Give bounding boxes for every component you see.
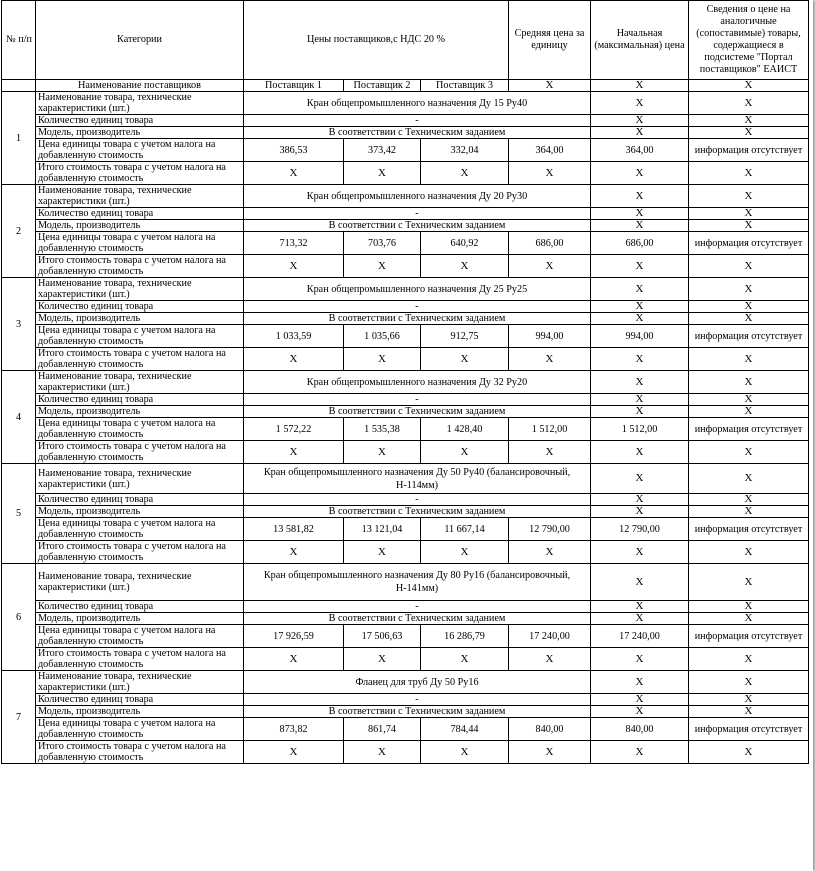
items-body bbox=[2, 92, 809, 764]
label-total: Итого стоимость товара с учетом налога на добавленную стоимость bbox=[36, 541, 244, 564]
name-info-x: X bbox=[689, 278, 809, 301]
model-info-x: X bbox=[689, 220, 809, 232]
model-value: В соответствии с Техническим заданием bbox=[244, 613, 591, 625]
price-supplier-2: 1 035,66 bbox=[344, 325, 421, 348]
header-info: Сведения о цене на аналогичные (сопоставимые) товары, содержащиеся в подсистеме "Портал поставщиков" ЕАИСТ bbox=[689, 1, 809, 80]
price-info: информация отсутствует bbox=[689, 518, 809, 541]
label-qty: Количество единиц товара bbox=[36, 115, 244, 127]
total-supplier-3-x: X bbox=[421, 162, 509, 185]
item-name-row bbox=[2, 278, 809, 301]
qty-initial-x: X bbox=[591, 301, 689, 313]
label-model: Модель, производитель bbox=[36, 220, 244, 232]
header-initial: Начальная (максимальная) цена bbox=[591, 1, 689, 80]
item-qty-row bbox=[2, 115, 809, 127]
qty-info-x: X bbox=[689, 494, 809, 506]
price-supplier-1: 1 572,22 bbox=[244, 418, 344, 441]
price-supplier-1: 713,32 bbox=[244, 232, 344, 255]
item-price-row bbox=[2, 139, 809, 162]
label-price: Цена единицы товара с учетом налога на добавленную стоимость bbox=[36, 518, 244, 541]
label-model: Модель, производитель bbox=[36, 506, 244, 518]
price-supplier-2: 861,74 bbox=[344, 718, 421, 741]
item-qty-row bbox=[2, 394, 809, 406]
name-info-x: X bbox=[689, 371, 809, 394]
total-average-x: X bbox=[509, 441, 591, 464]
price-supplier-3: 332,04 bbox=[421, 139, 509, 162]
price-supplier-3: 640,92 bbox=[421, 232, 509, 255]
name-info-x: X bbox=[689, 92, 809, 115]
item-name-row bbox=[2, 92, 809, 115]
model-value: В соответствии с Техническим заданием bbox=[244, 313, 591, 325]
label-name: Наименование товара, технические характеристики (шт.) bbox=[36, 371, 244, 394]
model-initial-x: X bbox=[591, 220, 689, 232]
price-initial: 1 512,00 bbox=[591, 418, 689, 441]
item-total-row bbox=[2, 348, 809, 371]
label-qty: Количество единиц товара bbox=[36, 301, 244, 313]
header-category: Категории bbox=[36, 1, 244, 80]
item-number: 5 bbox=[2, 464, 36, 564]
item-name-row bbox=[2, 185, 809, 208]
label-total: Итого стоимость товара с учетом налога на добавленную стоимость bbox=[36, 648, 244, 671]
model-value: В соответствии с Техническим заданием bbox=[244, 506, 591, 518]
qty-initial-x: X bbox=[591, 115, 689, 127]
supplier-1: Поставщик 1 bbox=[244, 80, 344, 92]
qty-value: - bbox=[244, 115, 591, 127]
item-number: 6 bbox=[2, 564, 36, 671]
price-info: информация отсутствует bbox=[689, 232, 809, 255]
qty-value: - bbox=[244, 208, 591, 220]
label-qty: Количество единиц товара bbox=[36, 394, 244, 406]
price-supplier-1: 1 033,59 bbox=[244, 325, 344, 348]
name-initial-x: X bbox=[591, 671, 689, 694]
item-price-row bbox=[2, 418, 809, 441]
total-average-x: X bbox=[509, 255, 591, 278]
total-supplier-3-x: X bbox=[421, 648, 509, 671]
name-info-x: X bbox=[689, 564, 809, 601]
label-model: Модель, производитель bbox=[36, 406, 244, 418]
price-supplier-1: 873,82 bbox=[244, 718, 344, 741]
name-initial-x: X bbox=[591, 92, 689, 115]
price-average: 994,00 bbox=[509, 325, 591, 348]
model-initial-x: X bbox=[591, 706, 689, 718]
qty-value: - bbox=[244, 694, 591, 706]
total-supplier-1-x: X bbox=[244, 162, 344, 185]
name-info-x: X bbox=[689, 464, 809, 494]
total-initial-x: X bbox=[591, 348, 689, 371]
price-supplier-2: 703,76 bbox=[344, 232, 421, 255]
total-average-x: X bbox=[509, 648, 591, 671]
total-supplier-1-x: X bbox=[244, 741, 344, 764]
total-supplier-3-x: X bbox=[421, 255, 509, 278]
item-name-row bbox=[2, 371, 809, 394]
total-supplier-2-x: X bbox=[344, 741, 421, 764]
total-supplier-2-x: X bbox=[344, 162, 421, 185]
qty-value: - bbox=[244, 494, 591, 506]
label-total: Итого стоимость товара с учетом налога на добавленную стоимость bbox=[36, 255, 244, 278]
label-total: Итого стоимость товара с учетом налога на добавленную стоимость bbox=[36, 441, 244, 464]
price-info: информация отсутствует bbox=[689, 418, 809, 441]
total-supplier-1-x: X bbox=[244, 648, 344, 671]
name-info-x: X bbox=[689, 671, 809, 694]
label-name: Наименование товара, технические характеристики (шт.) bbox=[36, 464, 244, 494]
price-supplier-2: 13 121,04 bbox=[344, 518, 421, 541]
supplier-2: Поставщик 2 bbox=[344, 80, 421, 92]
total-info-x: X bbox=[689, 162, 809, 185]
price-supplier-3: 1 428,40 bbox=[421, 418, 509, 441]
supplier-info-x: X bbox=[689, 80, 809, 92]
price-supplier-3: 784,44 bbox=[421, 718, 509, 741]
price-supplier-2: 373,42 bbox=[344, 139, 421, 162]
qty-initial-x: X bbox=[591, 694, 689, 706]
item-qty-row bbox=[2, 694, 809, 706]
total-info-x: X bbox=[689, 648, 809, 671]
item-name: Кран общепромышленного назначения Ду 32 Ру20 bbox=[244, 371, 591, 394]
total-average-x: X bbox=[509, 741, 591, 764]
item-model-row bbox=[2, 220, 809, 232]
label-name: Наименование товара, технические характеристики (шт.) bbox=[36, 185, 244, 208]
label-price: Цена единицы товара с учетом налога на добавленную стоимость bbox=[36, 139, 244, 162]
price-info: информация отсутствует bbox=[689, 718, 809, 741]
price-average: 686,00 bbox=[509, 232, 591, 255]
item-model-row bbox=[2, 313, 809, 325]
price-average: 840,00 bbox=[509, 718, 591, 741]
price-average: 1 512,00 bbox=[509, 418, 591, 441]
price-supplier-2: 17 506,63 bbox=[344, 625, 421, 648]
header-row bbox=[2, 1, 809, 80]
header-num: № п/п bbox=[2, 1, 36, 80]
item-name: Кран общепромышленного назначения Ду 50 Ру40 (балансировочный, Н-114мм) bbox=[244, 464, 591, 494]
item-number: 3 bbox=[2, 278, 36, 371]
label-qty: Количество единиц товара bbox=[36, 494, 244, 506]
name-initial-x: X bbox=[591, 185, 689, 208]
label-price: Цена единицы товара с учетом налога на добавленную стоимость bbox=[36, 232, 244, 255]
item-name: Кран общепромышленного назначения Ду 20 Ру30 bbox=[244, 185, 591, 208]
qty-info-x: X bbox=[689, 694, 809, 706]
total-initial-x: X bbox=[591, 162, 689, 185]
item-total-row bbox=[2, 541, 809, 564]
name-initial-x: X bbox=[591, 564, 689, 601]
price-supplier-1: 13 581,82 bbox=[244, 518, 344, 541]
item-model-row bbox=[2, 127, 809, 139]
total-initial-x: X bbox=[591, 441, 689, 464]
supplier-3: Поставщик 3 bbox=[421, 80, 509, 92]
supplier-label: Наименование поставщиков bbox=[36, 80, 244, 92]
item-name-row bbox=[2, 564, 809, 601]
qty-value: - bbox=[244, 601, 591, 613]
price-initial: 686,00 bbox=[591, 232, 689, 255]
total-supplier-3-x: X bbox=[421, 441, 509, 464]
model-info-x: X bbox=[689, 313, 809, 325]
item-name: Кран общепромышленного назначения Ду 15 Ру40 bbox=[244, 92, 591, 115]
label-model: Модель, производитель bbox=[36, 313, 244, 325]
qty-initial-x: X bbox=[591, 494, 689, 506]
item-name: Фланец для труб Ду 50 Ру16 bbox=[244, 671, 591, 694]
supplier-num-cell bbox=[2, 80, 36, 92]
total-info-x: X bbox=[689, 741, 809, 764]
item-model-row bbox=[2, 706, 809, 718]
label-price: Цена единицы товара с учетом налога на добавленную стоимость bbox=[36, 718, 244, 741]
model-value: В соответствии с Техническим заданием bbox=[244, 706, 591, 718]
model-info-x: X bbox=[689, 506, 809, 518]
label-total: Итого стоимость товара с учетом налога на добавленную стоимость bbox=[36, 348, 244, 371]
item-total-row bbox=[2, 441, 809, 464]
supplier-avg-x: X bbox=[509, 80, 591, 92]
item-total-row bbox=[2, 255, 809, 278]
model-info-x: X bbox=[689, 706, 809, 718]
total-supplier-3-x: X bbox=[421, 348, 509, 371]
item-name-row bbox=[2, 671, 809, 694]
total-initial-x: X bbox=[591, 255, 689, 278]
price-initial: 364,00 bbox=[591, 139, 689, 162]
total-supplier-2-x: X bbox=[344, 648, 421, 671]
label-total: Итого стоимость товара с учетом налога на добавленную стоимость bbox=[36, 162, 244, 185]
price-justification-table bbox=[1, 0, 809, 764]
label-name: Наименование товара, технические характеристики (шт.) bbox=[36, 671, 244, 694]
item-name: Кран общепромышленного назначения Ду 80 Ру16 (балансировочный, Н-141мм) bbox=[244, 564, 591, 601]
label-price: Цена единицы товара с учетом налога на добавленную стоимость bbox=[36, 418, 244, 441]
price-initial: 12 790,00 bbox=[591, 518, 689, 541]
label-name: Наименование товара, технические характеристики (шт.) bbox=[36, 564, 244, 601]
total-info-x: X bbox=[689, 441, 809, 464]
price-initial: 994,00 bbox=[591, 325, 689, 348]
header-avg: Средняя цена за единицу bbox=[509, 1, 591, 80]
header-prices: Цены поставщиков,с НДС 20 % bbox=[244, 1, 509, 80]
model-info-x: X bbox=[689, 406, 809, 418]
price-supplier-3: 16 286,79 bbox=[421, 625, 509, 648]
item-price-row bbox=[2, 325, 809, 348]
item-model-row bbox=[2, 613, 809, 625]
name-info-x: X bbox=[689, 185, 809, 208]
qty-info-x: X bbox=[689, 115, 809, 127]
price-supplier-1: 17 926,59 bbox=[244, 625, 344, 648]
label-name: Наименование товара, технические характеристики (шт.) bbox=[36, 92, 244, 115]
item-qty-row bbox=[2, 301, 809, 313]
total-average-x: X bbox=[509, 162, 591, 185]
price-initial: 17 240,00 bbox=[591, 625, 689, 648]
total-supplier-1-x: X bbox=[244, 541, 344, 564]
name-initial-x: X bbox=[591, 371, 689, 394]
total-initial-x: X bbox=[591, 741, 689, 764]
model-info-x: X bbox=[689, 127, 809, 139]
item-qty-row bbox=[2, 494, 809, 506]
model-info-x: X bbox=[689, 613, 809, 625]
supplier-row bbox=[2, 80, 809, 92]
qty-info-x: X bbox=[689, 601, 809, 613]
qty-value: - bbox=[244, 301, 591, 313]
item-price-row bbox=[2, 625, 809, 648]
item-model-row bbox=[2, 406, 809, 418]
model-initial-x: X bbox=[591, 127, 689, 139]
total-info-x: X bbox=[689, 541, 809, 564]
label-qty: Количество единиц товара bbox=[36, 601, 244, 613]
model-initial-x: X bbox=[591, 406, 689, 418]
label-qty: Количество единиц товара bbox=[36, 208, 244, 220]
model-value: В соответствии с Техническим заданием bbox=[244, 127, 591, 139]
qty-info-x: X bbox=[689, 394, 809, 406]
model-initial-x: X bbox=[591, 506, 689, 518]
total-initial-x: X bbox=[591, 648, 689, 671]
model-initial-x: X bbox=[591, 313, 689, 325]
total-supplier-2-x: X bbox=[344, 348, 421, 371]
item-number: 4 bbox=[2, 371, 36, 464]
item-name: Кран общепромышленного назначения Ду 25 Ру25 bbox=[244, 278, 591, 301]
total-info-x: X bbox=[689, 348, 809, 371]
label-name: Наименование товара, технические характеристики (шт.) bbox=[36, 278, 244, 301]
price-supplier-3: 912,75 bbox=[421, 325, 509, 348]
item-price-row bbox=[2, 718, 809, 741]
model-value: В соответствии с Техническим заданием bbox=[244, 220, 591, 232]
item-qty-row bbox=[2, 208, 809, 220]
label-model: Модель, производитель bbox=[36, 613, 244, 625]
price-info: информация отсутствует bbox=[689, 139, 809, 162]
qty-initial-x: X bbox=[591, 601, 689, 613]
price-supplier-2: 1 535,38 bbox=[344, 418, 421, 441]
qty-initial-x: X bbox=[591, 208, 689, 220]
qty-info-x: X bbox=[689, 208, 809, 220]
price-average: 364,00 bbox=[509, 139, 591, 162]
label-price: Цена единицы товара с учетом налога на добавленную стоимость bbox=[36, 325, 244, 348]
total-supplier-1-x: X bbox=[244, 441, 344, 464]
total-supplier-1-x: X bbox=[244, 348, 344, 371]
item-total-row bbox=[2, 741, 809, 764]
total-supplier-2-x: X bbox=[344, 541, 421, 564]
item-total-row bbox=[2, 648, 809, 671]
label-model: Модель, производитель bbox=[36, 127, 244, 139]
price-initial: 840,00 bbox=[591, 718, 689, 741]
total-supplier-1-x: X bbox=[244, 255, 344, 278]
name-initial-x: X bbox=[591, 464, 689, 494]
label-price: Цена единицы товара с учетом налога на добавленную стоимость bbox=[36, 625, 244, 648]
label-total: Итого стоимость товара с учетом налога на добавленную стоимость bbox=[36, 741, 244, 764]
model-value: В соответствии с Техническим заданием bbox=[244, 406, 591, 418]
name-initial-x: X bbox=[591, 278, 689, 301]
item-total-row bbox=[2, 162, 809, 185]
item-price-row bbox=[2, 518, 809, 541]
item-number: 7 bbox=[2, 671, 36, 764]
supplier-initial-x: X bbox=[591, 80, 689, 92]
price-info: информация отсутствует bbox=[689, 625, 809, 648]
item-model-row bbox=[2, 506, 809, 518]
total-initial-x: X bbox=[591, 541, 689, 564]
total-supplier-3-x: X bbox=[421, 541, 509, 564]
qty-info-x: X bbox=[689, 301, 809, 313]
item-qty-row bbox=[2, 601, 809, 613]
qty-value: - bbox=[244, 394, 591, 406]
label-qty: Количество единиц товара bbox=[36, 694, 244, 706]
item-number: 1 bbox=[2, 92, 36, 185]
total-average-x: X bbox=[509, 348, 591, 371]
price-average: 12 790,00 bbox=[509, 518, 591, 541]
item-number: 2 bbox=[2, 185, 36, 278]
total-supplier-3-x: X bbox=[421, 741, 509, 764]
total-info-x: X bbox=[689, 255, 809, 278]
total-supplier-2-x: X bbox=[344, 441, 421, 464]
price-average: 17 240,00 bbox=[509, 625, 591, 648]
item-name-row bbox=[2, 464, 809, 494]
price-supplier-3: 11 667,14 bbox=[421, 518, 509, 541]
model-initial-x: X bbox=[591, 613, 689, 625]
total-average-x: X bbox=[509, 541, 591, 564]
price-info: информация отсутствует bbox=[689, 325, 809, 348]
label-model: Модель, производитель bbox=[36, 706, 244, 718]
qty-initial-x: X bbox=[591, 394, 689, 406]
price-supplier-1: 386,53 bbox=[244, 139, 344, 162]
total-supplier-2-x: X bbox=[344, 255, 421, 278]
item-price-row bbox=[2, 232, 809, 255]
